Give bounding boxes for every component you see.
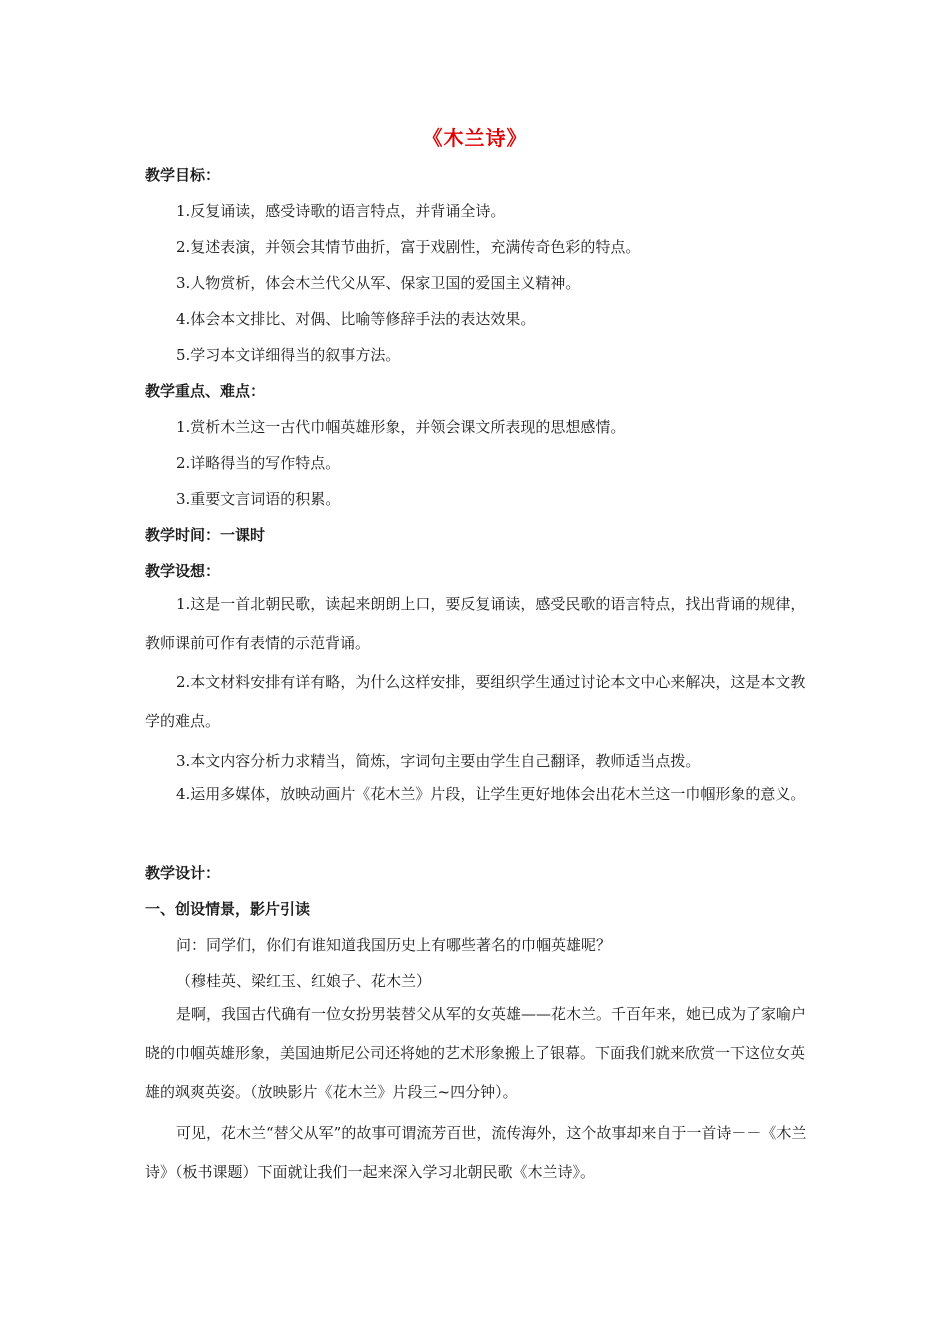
- plan-item: 3.本文内容分析力求精当，简炼，字词句主要由学生自己翻译，教师适当点拨。: [176, 752, 701, 770]
- goal-item: 2.复述表演，并领会其情节曲折，富于戏剧性，充满传奇色彩的特点。: [176, 238, 641, 256]
- key-point-item: 1.赏析木兰这一古代巾帼英雄形象，并领会课文所表现的思想感情。: [176, 418, 626, 436]
- key-point-item: 3.重要文言词语的积累。: [176, 490, 341, 508]
- goal-item: 1.反复诵读，感受诗歌的语言特点，并背诵全诗。: [176, 202, 506, 220]
- goal-item: 4.体会本文排比、对偶、比喻等修辞手法的表达效果。: [176, 310, 536, 328]
- plan-item: 4.运用多媒体，放映动画片《花木兰》片段，让学生更好地体会出花木兰这一巾帼形象的意义。: [176, 785, 806, 803]
- paragraph: 可见，花木兰“替父从军”的故事可谓流芳百世，流传海外，这个故事却来自于一首诗－－《木兰诗》（板书课题）下面就让我们一起来深入学习北朝民歌《木兰诗》。: [145, 1124, 807, 1181]
- paragraph: 是啊，我国古代确有一位女扮男装替父从军的女英雄——花木兰。千百年来，她已成为了家喻户晓的巾帼英雄形象，美国迪斯尼公司还将她的艺术形象搬上了银幕。下面我们就来欣赏一下这位女英雄的飒爽英姿。（放映影片《花木兰》片段三~四分钟）。: [145, 1005, 807, 1101]
- plan-item: 1.这是一首北朝民歌，读起来朗朗上口，要反复诵读，感受民歌的语言特点，找出背诵的规律，教师课前可作有表情的示范背诵。: [145, 595, 806, 652]
- plan-item: 2.本文材料安排有详有略，为什么这样安排，要组织学生通过讨论本文中心来解决，这是本文教学的难点。: [145, 673, 806, 730]
- teaching-plan-heading: 教学设想：: [145, 562, 221, 580]
- question-text: 问：同学们，你们有谁知道我国历史上有哪些著名的巾帼英雄呢？: [176, 936, 612, 954]
- document-title: 《木兰诗》: [422, 126, 528, 150]
- teaching-time-heading: 教学时间：一课时: [145, 526, 266, 544]
- key-points-heading: 教学重点、难点：: [145, 382, 266, 400]
- goal-item: 3.人物赏析，体会木兰代父从军、保家卫国的爱国主义精神。: [176, 274, 581, 292]
- section-1-heading: 一、创设情景，影片引读: [145, 900, 311, 918]
- key-point-item: 2.详略得当的写作特点。: [176, 454, 341, 472]
- teaching-design-heading: 教学设计：: [145, 864, 221, 882]
- goal-item: 5.学习本文详细得当的叙事方法。: [176, 346, 401, 364]
- answer-text: （穆桂英、梁红玉、红娘子、花木兰）: [176, 972, 432, 990]
- goals-heading: 教学目标：: [145, 166, 221, 184]
